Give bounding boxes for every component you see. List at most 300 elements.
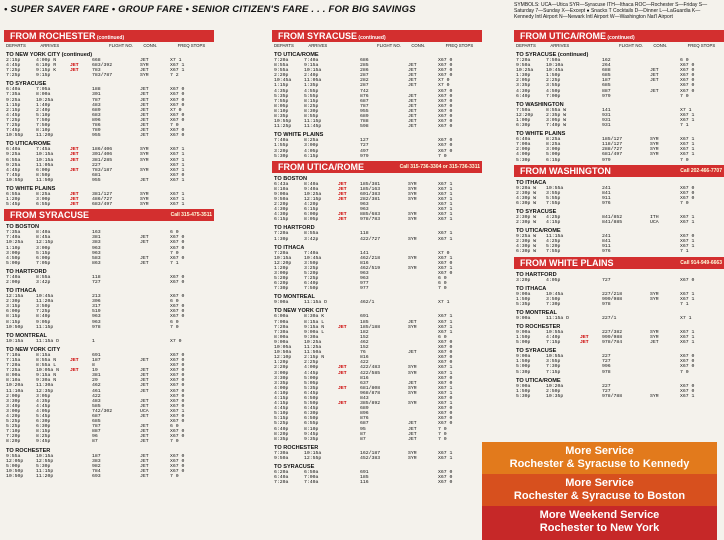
- column-headings: [272, 42, 482, 49]
- flight-cell: 8:55a: [274, 63, 289, 69]
- flight-cell: 7:10p: [6, 429, 21, 435]
- flight-cell: 76: [360, 350, 366, 356]
- flight-cell: JET: [408, 421, 417, 427]
- flight-cell: X7 1: [680, 107, 692, 113]
- flight-cell: 4:20p: [6, 413, 21, 419]
- flight-cell: 10:15a: [304, 450, 322, 456]
- destination-heading: TO ITHACA: [6, 288, 37, 295]
- flight-cell: X67 0: [170, 453, 185, 459]
- flight-rows: [514, 58, 724, 99]
- flight-cell: 3:00p: [546, 147, 561, 153]
- flight-cell: 979: [602, 157, 611, 163]
- flight-cell: 96: [92, 434, 98, 440]
- flight-cell: [650, 201, 680, 206]
- flight-cell: 8:15p: [6, 314, 21, 320]
- flight-row: [516, 370, 724, 375]
- flight-cell: 4:45p: [6, 63, 21, 69]
- flight-cell: JET: [408, 119, 417, 125]
- column-heading: DEPARTS: [6, 43, 26, 48]
- flight-cell: 10:05a: [274, 345, 292, 351]
- column-heading: FREQ STOPS: [687, 43, 716, 48]
- flight-cell: 637: [360, 380, 369, 386]
- flight-cell: JET: [408, 98, 417, 104]
- flight-cell: JET: [140, 260, 149, 266]
- flight-cell: 7 1: [680, 301, 689, 307]
- flight-cell: 2:40p: [304, 73, 319, 79]
- flight-cell: 841/885: [602, 220, 623, 226]
- flight-cell: X67 0: [438, 355, 453, 361]
- flight-cell: 462/519: [360, 265, 381, 271]
- flight-cell: 11:15a D: [546, 315, 570, 321]
- flight-cell: 187: [602, 78, 611, 84]
- flight-cell: JET: [338, 385, 347, 391]
- flight-cell: 6 0: [438, 276, 447, 282]
- flight-cell: SYR: [408, 455, 417, 461]
- flight-cell: 8:15a: [36, 352, 51, 358]
- header-label: FROM ROCHESTER: [10, 31, 96, 41]
- flight-cell: 10:50p: [6, 468, 24, 474]
- flight-cell: 10:25a: [304, 191, 322, 197]
- flight-cell: JET: [140, 473, 149, 479]
- flight-cell: SYR: [140, 202, 149, 208]
- flight-cell: SYR: [650, 152, 659, 158]
- flight-cell: X67 0: [438, 375, 453, 381]
- flight-cell: [580, 370, 602, 375]
- destination-heading: TO UTICA/ROME: [274, 52, 319, 58]
- flight-cell: 7:50p: [36, 117, 51, 123]
- flight-rows: [272, 182, 482, 223]
- flight-cell: X67 0: [170, 413, 185, 419]
- flight-cell: [580, 94, 602, 99]
- flight-cell: X67 1: [438, 385, 453, 391]
- flight-cell: 5:45p: [36, 413, 51, 419]
- flight-cell: 7:50p: [304, 286, 319, 292]
- flight-cell: X67 1: [680, 142, 695, 148]
- flight-rows: [272, 300, 482, 305]
- flight-cell: 963: [92, 319, 101, 325]
- flight-rows: [4, 294, 214, 330]
- flight-cell: JET: [408, 68, 417, 74]
- flight-cell: 963: [92, 250, 101, 256]
- flight-cell: 3:50p: [36, 304, 51, 310]
- flight-cell: X67 1: [438, 365, 453, 371]
- flight-cell: 6:40a: [274, 475, 289, 481]
- flight-cell: 996: [602, 364, 611, 370]
- flight-cell: 8:10p: [304, 426, 319, 432]
- flight-cell: 12:55p: [304, 455, 322, 461]
- flight-cell: X67 1: [438, 401, 453, 407]
- flight-cell: X67 0: [438, 108, 453, 114]
- flight-cell: 381: [92, 373, 101, 379]
- flight-cell: 742/302: [92, 408, 113, 414]
- flight-cell: 963: [360, 207, 369, 213]
- flight-rows: [272, 231, 482, 241]
- flight-cell: 3:00p: [274, 370, 289, 376]
- flight-cell: [338, 456, 360, 461]
- flight-cell: 9:20a W: [516, 185, 537, 191]
- flight-cell: 6 0: [438, 281, 447, 287]
- flight-cell: SYR: [408, 186, 417, 192]
- flight-cell: 8:25a: [36, 191, 51, 197]
- flight-cell: 317: [92, 304, 101, 310]
- flight-cell: X67 0: [170, 314, 185, 320]
- flight-cell: 5:30p: [516, 393, 531, 399]
- flight-cell: 5:00p: [516, 340, 531, 346]
- flight-cell: [70, 474, 92, 479]
- flight-cell: 7 0: [680, 157, 689, 163]
- destination-heading: TO BOSTON: [274, 175, 308, 182]
- flight-cell: [140, 280, 170, 285]
- flight-cell: 876: [360, 416, 369, 422]
- flight-rows: [4, 275, 214, 285]
- flight-cell: 681/497: [602, 152, 623, 158]
- flight-cell: X67 1: [680, 220, 695, 226]
- column-headings: [514, 42, 724, 49]
- flight-cell: [140, 339, 170, 344]
- flight-cell: 4:45p: [304, 370, 319, 376]
- flight-cell: SYR: [140, 197, 149, 203]
- flight-cell: 931: [602, 123, 611, 129]
- flight-cell: 5:05p: [304, 380, 319, 386]
- flight-cell: 681: [92, 172, 101, 178]
- flight-row: [516, 201, 724, 206]
- flight-cell: 12:15p: [36, 240, 54, 246]
- flight-cell: 8:40p: [36, 314, 51, 320]
- flight-cell: 7:40a: [274, 138, 289, 144]
- flight-cell: 9:25a: [6, 152, 21, 158]
- flight-row: [516, 94, 724, 99]
- flight-cell: 10:20a: [546, 383, 564, 389]
- flight-cell: 7 1: [680, 123, 689, 129]
- flight-cell: X67 1: [438, 181, 453, 187]
- fare-tagline: • SUPER SAVER FARE • GROUP FARE • SENIOR CITIZEN'S FARE . . . FOR BIG SAVINGS: [4, 4, 416, 15]
- flight-cell: X67 0: [438, 138, 453, 144]
- flight-cell: [580, 220, 602, 225]
- flight-cell: 999/988: [602, 296, 623, 302]
- destination-heading: TO ITHACA: [516, 179, 547, 186]
- flight-cell: 10:15a: [36, 157, 54, 163]
- flight-cell: X67 0: [170, 235, 185, 241]
- flight-cell: 583: [92, 255, 101, 261]
- destination-heading: TO SYRACUSE: [274, 464, 315, 470]
- flight-cell: 6:55a: [6, 157, 21, 163]
- flight-cell: [70, 133, 92, 138]
- flight-cell: 4:50p: [6, 255, 21, 261]
- flight-cell: X67 0: [170, 304, 185, 310]
- flight-cell: 1:00p: [516, 117, 531, 123]
- flight-cell: 9:00a: [274, 191, 289, 197]
- flight-cell: JET: [140, 378, 149, 384]
- flight-cell: X67 0: [438, 98, 453, 104]
- flight-cell: 6:00p: [6, 309, 21, 315]
- flight-cell: 6:40p: [274, 426, 289, 432]
- flight-cell: 2:30p W: [516, 239, 537, 245]
- flight-cell: 483: [92, 102, 101, 108]
- flight-cell: X67 0: [438, 63, 453, 69]
- flight-cell: X67 0: [680, 78, 695, 84]
- utica-column: [514, 30, 724, 399]
- flight-cell: 687: [360, 98, 369, 104]
- flight-cell: 8:00a: [36, 92, 51, 98]
- flight-cell: JET: [408, 93, 417, 99]
- flight-cell: 963: [360, 202, 369, 208]
- flight-cell: 978: [92, 324, 101, 330]
- flight-cell: X67 0: [438, 470, 453, 475]
- flight-cell: JET: [338, 370, 347, 376]
- flight-cell: X67 0: [438, 395, 453, 401]
- flight-cell: 5:25p: [6, 419, 21, 425]
- flight-rows: [272, 58, 482, 129]
- flight-cell: JET: [408, 350, 417, 356]
- flight-row: [516, 220, 724, 225]
- flight-cell: 601/383: [360, 191, 381, 197]
- flight-cell: 10:55p: [6, 177, 24, 183]
- flight-cell: JET: [70, 357, 79, 363]
- flight-cell: X67 0: [170, 245, 185, 251]
- flight-cell: X67 1: [170, 202, 185, 208]
- flight-cell: 979: [602, 93, 611, 99]
- flight-row: [6, 325, 214, 330]
- flight-cell: 422: [360, 360, 369, 366]
- flight-cell: JET: [140, 403, 149, 409]
- flight-cell: 8:35p: [274, 436, 289, 442]
- schedule-header: [514, 30, 724, 42]
- flight-cell: 685: [92, 419, 101, 425]
- schedule-header: [4, 30, 214, 42]
- flight-cell: 693: [92, 473, 101, 479]
- flight-cell: SYR: [408, 217, 417, 223]
- flight-cell: 787: [92, 97, 101, 103]
- flight-cell: 7:20a: [274, 58, 289, 63]
- flight-cell: JET: [408, 431, 417, 437]
- flight-cell: JET: [140, 255, 149, 261]
- flight-cell: X7 0: [170, 107, 182, 113]
- flight-cell: 1:50p: [546, 73, 561, 79]
- promo-kennedy: More Service Rochester & Syracuse to Kennedy: [482, 442, 717, 476]
- flight-cell: 7 0: [438, 153, 447, 159]
- flight-cell: X67 0: [170, 388, 185, 394]
- flight-cell: 5:25p: [6, 424, 21, 430]
- flight-cell: X67 1: [438, 319, 453, 325]
- flight-cell: X67 1: [438, 455, 453, 461]
- flight-cell: 1:35p: [304, 83, 319, 89]
- flight-cell: X67 1: [680, 239, 695, 245]
- flight-cell: 282: [360, 78, 369, 84]
- flight-cell: JET: [140, 434, 149, 440]
- flight-cell: 7:30a: [274, 450, 289, 456]
- flight-cell: JET: [140, 117, 149, 123]
- flight-cell: 4:30p W: [516, 244, 537, 250]
- flight-cell: 87: [92, 439, 98, 445]
- flight-cell: 2:50p: [546, 388, 561, 394]
- flight-cell: 931: [602, 117, 611, 123]
- flight-cell: 5:15p: [274, 416, 289, 422]
- flight-cell: 6:00a: [274, 314, 289, 320]
- destination-heading: TO ITHACA: [516, 285, 547, 292]
- flight-cell: 7:20a: [274, 324, 289, 330]
- flight-cell: 816: [360, 375, 369, 381]
- flight-cell: 7:50a: [546, 58, 561, 63]
- flight-cell: 1:15p: [6, 102, 21, 108]
- flight-cell: 6:15p: [546, 157, 561, 163]
- flight-cell: 7 0: [680, 93, 689, 99]
- flight-cell: X67 1: [170, 167, 185, 173]
- flight-cell: 301/406: [92, 152, 113, 158]
- flight-cell: 8:15p: [36, 429, 51, 435]
- flight-cell: X67 0: [170, 373, 185, 379]
- flight-cell: 7:45p: [6, 172, 21, 178]
- flight-cell: 2:40p: [36, 107, 51, 113]
- flight-cell: 1:15p: [274, 83, 289, 89]
- flight-cell: 383: [92, 240, 101, 246]
- flight-cell: X67 0: [680, 73, 695, 79]
- flight-cell: 9:25a: [6, 162, 21, 168]
- flight-cell: X67 0: [170, 398, 185, 404]
- flight-cell: 1:50p: [516, 296, 531, 302]
- flight-row: [6, 474, 214, 479]
- flight-cell: [650, 316, 680, 321]
- flight-cell: 10:25a: [6, 240, 24, 246]
- flight-cell: 306: [92, 299, 101, 305]
- flight-cell: JET: [140, 177, 149, 183]
- flight-cell: 5:30p: [516, 369, 531, 375]
- symbols-legend: SYMBOLS: UCA—Utica SYR—Syracuse ITH—Ithaca ROC—Rochester S—Friday S—Saturday 7—Sunday X—Except ● Snacks T Cocktails D—Dinner L—LaGuardia K—Kennedy Intl Airport N—Newark Intl Airport W—Washington Nat'l Airport: [514, 2, 708, 20]
- flight-cell: 185/188: [360, 324, 381, 330]
- flight-cell: 4:30p W: [516, 195, 537, 201]
- flight-cell: 422: [92, 393, 101, 399]
- flight-rows: [4, 454, 214, 479]
- flight-cell: 955: [92, 133, 101, 139]
- flight-rows: [272, 138, 482, 158]
- flight-cell: 5:00p: [6, 260, 21, 266]
- schedule-header: [272, 30, 482, 42]
- flight-cell: X67 0: [680, 359, 695, 365]
- flight-cell: X67 1: [680, 147, 695, 153]
- flight-cell: X67 0: [438, 119, 453, 125]
- flight-cell: 6:40p: [304, 281, 319, 287]
- flight-cell: [650, 158, 680, 163]
- flight-cell: 10:45a: [304, 255, 322, 261]
- flight-cell: 8:25p: [36, 434, 51, 440]
- flight-rows: [272, 251, 482, 292]
- flight-cell: 5:20p: [546, 244, 561, 250]
- flight-cell: JET: [140, 424, 149, 430]
- flight-cell: 9:45p: [304, 431, 319, 437]
- flight-cell: X67 0: [170, 419, 185, 425]
- flight-cell: 841: [602, 190, 611, 196]
- flight-cell: 896: [360, 411, 369, 417]
- flight-cell: 8:30p: [304, 108, 319, 114]
- flight-row: [516, 340, 724, 345]
- flight-cell: 978/783: [360, 217, 381, 223]
- flight-cell: 4:00p: [304, 365, 319, 371]
- flight-cell: 10:15a: [36, 453, 54, 459]
- flight-cell: X67 0: [170, 274, 185, 280]
- flight-cell: 11:15p: [36, 324, 54, 330]
- flight-cell: JET: [70, 63, 79, 69]
- flight-cell: 7 1: [170, 260, 179, 266]
- flight-cell: JET: [408, 78, 417, 84]
- flight-cell: 2:20p: [274, 365, 289, 371]
- flight-cell: JET: [140, 107, 149, 113]
- flight-cell: 5:50p: [304, 401, 319, 407]
- schedule-header: [4, 209, 214, 221]
- flight-cell: [70, 178, 92, 183]
- flight-cell: X67 0: [170, 458, 185, 464]
- flight-cell: 4:15p: [274, 395, 289, 401]
- flight-cell: X67 1: [438, 191, 453, 197]
- flight-cell: [580, 302, 602, 307]
- destination-heading: TO NEW YORK CITY (continued): [6, 52, 93, 58]
- flight-cell: X67 0: [438, 73, 453, 79]
- flight-cell: 6:40a: [6, 147, 21, 153]
- flight-cell: 4:45p: [274, 406, 289, 412]
- flight-cell: 1:20p: [274, 265, 289, 271]
- flight-cell: 685: [602, 73, 611, 79]
- flight-cell: 4:05p: [304, 148, 319, 154]
- flight-cell: X67 0: [680, 68, 695, 74]
- flight-cell: [338, 480, 360, 485]
- flight-cell: 2:35p W: [546, 112, 567, 118]
- flight-cell: 4:00p: [516, 152, 531, 158]
- flight-rows: [514, 384, 724, 399]
- flight-cell: 3:20p: [274, 148, 289, 154]
- flight-cell: SYR: [408, 450, 417, 456]
- flight-row: [274, 437, 482, 442]
- flight-cell: 7:55p: [546, 200, 561, 206]
- flight-cell: X67 0: [438, 148, 453, 154]
- flight-cell: 381/285: [92, 157, 113, 163]
- flight-cell: 979: [360, 153, 369, 159]
- flight-cell: SYR: [408, 255, 417, 261]
- flight-cell: 843: [360, 395, 369, 401]
- flight-row: [6, 202, 214, 207]
- flight-cell: 963: [360, 276, 369, 282]
- flight-cell: 12:10p: [274, 355, 292, 361]
- flight-cell: [70, 261, 92, 266]
- flight-cell: [338, 124, 360, 129]
- flight-cell: 982: [92, 463, 101, 469]
- flight-cell: 9:00a: [516, 354, 531, 360]
- column-heading: CONN.: [653, 43, 668, 48]
- flight-cell: 3:00p: [304, 143, 319, 149]
- flight-cell: 9:15p: [36, 73, 51, 79]
- column-headings: [4, 42, 214, 49]
- flight-cell: 8:15a L: [304, 319, 325, 325]
- flight-cell: 7:20a: [274, 231, 289, 237]
- flight-cell: 185: [360, 319, 369, 325]
- flight-cell: JET: [140, 468, 149, 474]
- flight-cell: 4:40p: [546, 335, 561, 341]
- flight-row: [6, 261, 214, 266]
- flight-cell: JET: [140, 453, 149, 459]
- flight-cell: 152: [360, 345, 369, 351]
- flight-row: [516, 249, 724, 254]
- flight-cell: 162: [602, 58, 611, 63]
- flight-cell: JET: [140, 235, 149, 241]
- destination-heading: TO HARTFORD: [516, 271, 557, 278]
- flight-cell: [650, 278, 680, 283]
- flight-cell: 689: [360, 406, 369, 412]
- flight-cell: 3:42p: [304, 236, 319, 242]
- flight-cell: 2:30p W: [516, 214, 537, 220]
- flight-cell: 7:25a: [6, 368, 21, 374]
- flight-cell: 8:10a: [274, 186, 289, 192]
- flight-rows: [272, 314, 482, 441]
- flight-cell: 8:35p: [274, 114, 289, 120]
- flight-row: [274, 286, 482, 291]
- flight-cell: 10:05a N: [36, 368, 60, 374]
